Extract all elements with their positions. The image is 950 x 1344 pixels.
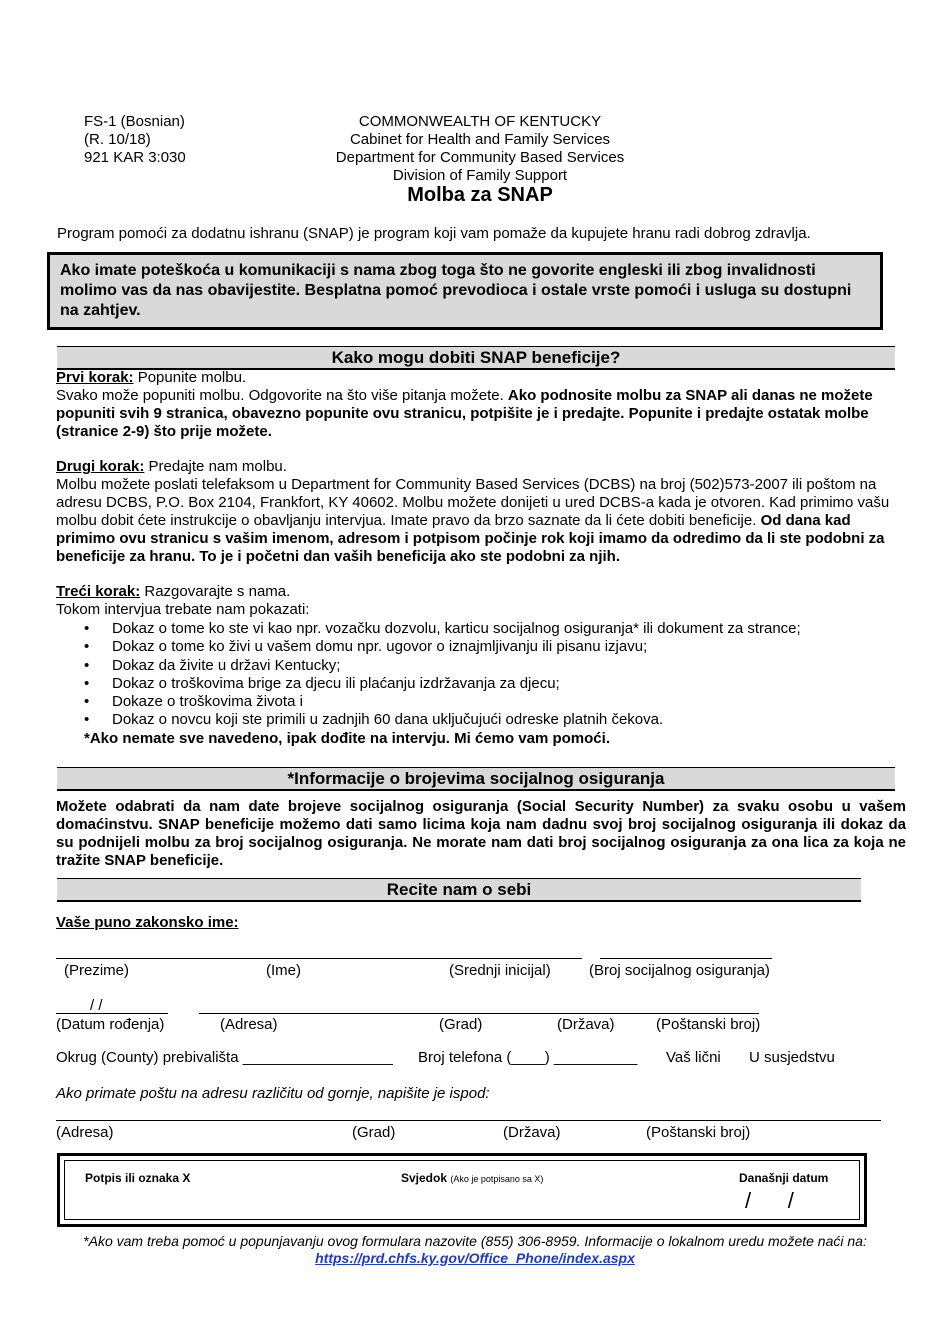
footer-text: *Ako vam treba pomoć u popunjavanju ovog formulara nazovite (855) 306-8959. Informacije o lokalnom uredu možete naći na:: [83, 1233, 867, 1249]
mail-address-label: (Adresa): [56, 1124, 114, 1141]
intro-text: Program pomoći za dodatnu ishranu (SNAP) je program koji vam pomaže da kupujete hranu radi dobrog zdravlja.: [57, 225, 811, 242]
first-name-label: (Ime): [266, 962, 301, 979]
city-label: (Grad): [439, 1016, 483, 1033]
phone-field[interactable]: Broj telefona (____) __________: [418, 1049, 638, 1066]
ssn-label: (Broj socijalnog osiguranja): [589, 962, 770, 979]
required-documents-list: [84, 620, 884, 730]
step-2-label: Drugi korak:: [56, 458, 145, 475]
step-2-text: Molbu možete poslati telefaksom u Department for Community Based Services (DCBS) na broj (502)573-2007 ili poštom na adresu DCBS, P.O. Box 2104, Frankfort, KY 40602. Molbu možete donijeti u ured DCBS-a kada je otvoren. Kad primimo vašu molbu dobit ćete instrukcije o obavljanju intervjua. Imate pravo da brzo saznate da li ćete dobiti beneficije.: [56, 476, 890, 529]
address-input-line[interactable]: [199, 1013, 759, 1014]
step-2-title: Predajte nam molbu.: [144, 458, 287, 475]
agency-line-4: Division of Family Support: [392, 167, 568, 184]
state-label: (Država): [557, 1016, 615, 1033]
help-footer: [60, 1233, 890, 1267]
list-item: • Dokaz da živite u državi Kentucky;: [84, 657, 884, 675]
witness-note: (Ako je potpisano sa X): [450, 1174, 544, 1184]
interview-reassurance: *Ako nemate sve navedeno, ipak dođite na intervju. Mi ćemo vam pomoći.: [84, 730, 610, 747]
mail-city-label: (Grad): [352, 1124, 396, 1141]
signature-label[interactable]: Potpis ili oznaka X: [85, 1171, 191, 1185]
step-1-label: Prvi korak:: [56, 369, 134, 386]
notice-text: Ako imate poteškoća u komunikaciji s nama zbog toga što ne govorite engleski ili zbog invalidnosti molimo vas da nas obavijestite. Besplatna pomoć prevodioca i ostale vrste pomoći i usluga su dostupni na zahtjev.: [60, 262, 852, 319]
form-regulation: 921 KAR 3:030: [84, 149, 186, 166]
date-label[interactable]: Današnji datum: [739, 1171, 829, 1185]
step-1: [56, 369, 904, 441]
form-id-block: [84, 113, 186, 167]
date-separators: / /: [745, 1188, 794, 1213]
form-revision: (R. 10/18): [84, 131, 151, 148]
mail-address-note: Ako primate poštu na adresu različitu od gornje, napišite je ispod:: [56, 1085, 490, 1102]
witness-label: Svjedok: [401, 1171, 448, 1185]
step-1-bold-text: Ako podnosite molbu za SNAP ali danas ne možete popuniti svih 9 stranica, obavezno popunite ovu stranicu, potpišite je i predajte. Popunite i predajte ostatak molbe (stranice 2-9) što prije možete.: [56, 387, 873, 440]
dob-label: (Datum rođenja): [56, 1016, 165, 1033]
name-input-line[interactable]: [56, 958, 582, 959]
mail-zip-label: (Poštanski broj): [646, 1124, 751, 1141]
list-item: • Dokaz o troškovima brige za djecu ili plaćanju izdržavanja za djecu;: [84, 675, 884, 693]
section-header-how-to: Kako mogu dobiti SNAP beneficije?: [57, 346, 895, 370]
page-title: Molba za SNAP: [407, 184, 553, 206]
section-header-about-you: Recite nam o sebi: [57, 878, 861, 902]
language-assistance-notice: [47, 252, 883, 330]
form-number: FS-1 (Bosnian): [84, 113, 185, 130]
mail-address-input-line[interactable]: [56, 1120, 881, 1121]
office-phone-link[interactable]: https://prd.chfs.ky.gov/Office_Phone/index.aspx: [315, 1250, 635, 1266]
surname-label: (Prezime): [64, 962, 130, 979]
dob-input-line[interactable]: [56, 1013, 168, 1014]
agency-line-1: COMMONWEALTH OF KENTUCKY: [358, 113, 602, 130]
county-field[interactable]: Okrug (County) prebivališta __________________: [56, 1049, 393, 1066]
zip-label: (Poštanski broj): [656, 1016, 761, 1033]
agency-line-2: Cabinet for Health and Family Services: [349, 131, 611, 148]
step-2-bold-text: Od dana kad primimo ovu stranicu s vašim imenom, adresom i potpisom počinje rok koji imamo da odredimo da li ste podobni za beneficije za hranu. To je i početni dan vaših beneficija ako ste podobni za njih.: [56, 512, 885, 565]
section-header-ssn: *Informacije o brojevima socijalnog osiguranja: [57, 767, 895, 791]
ssn-input-line[interactable]: [600, 958, 772, 959]
step-1-title: Popunite molbu.: [133, 369, 247, 386]
step-1-text: Svako može popuniti molbu. Odgovorite na što više pitanja možete.: [56, 387, 508, 404]
witness-block[interactable]: [401, 1171, 543, 1185]
middle-initial-label: (Srednji inicijal): [449, 962, 551, 979]
agency-block: [280, 113, 680, 185]
step-3-text: Tokom intervjua trebate nam pokazati:: [56, 601, 310, 618]
step-3: [56, 583, 904, 619]
step-3-title: Razgovarajte s nama.: [140, 583, 291, 600]
mail-state-label: (Država): [503, 1124, 561, 1141]
list-item: • Dokaz o novcu koji ste primili u zadnjih 60 dana uključujući odreske platnih čekova.: [84, 711, 884, 729]
dob-separators: / /: [90, 997, 103, 1014]
list-item: • Dokaz o tome ko ste vi kao npr. vozačku dozvolu, karticu socijalnog osiguranja* ili dokument za strance;: [84, 620, 884, 638]
list-item: • Dokaz o tome ko živi u vašem domu npr. ugovor o iznajmljivanju ili pisanu izjavu;: [84, 638, 884, 656]
legal-name-label: Vaše puno zakonsko ime:: [56, 914, 239, 931]
own-phone-option[interactable]: Vaš lični: [666, 1049, 721, 1066]
neighbor-phone-option[interactable]: U susjedstvu: [749, 1049, 835, 1066]
agency-line-3: Department for Community Based Services: [335, 149, 625, 166]
signature-box: [57, 1153, 867, 1227]
address-label: (Adresa): [220, 1016, 278, 1033]
ssn-text: Možete odabrati da nam date brojeve socijalnog osiguranja (Social Security Number) za svaku osobu u vašem domaćinstvu. SNAP beneficije možemo dati samo licima koja nam dadnu svoj broj socijalnog osiguranja ili dokaz da su podnijeli molbu za broj socijalnog osiguranja. Ne morate nam dati broj socijalnog osiguranja za ona lica za koja ne tražite SNAP beneficije.: [56, 798, 906, 869]
step-3-label: Treći korak:: [56, 583, 141, 600]
list-item: • Dokaze o troškovima života i: [84, 693, 884, 711]
step-2: [56, 458, 904, 566]
